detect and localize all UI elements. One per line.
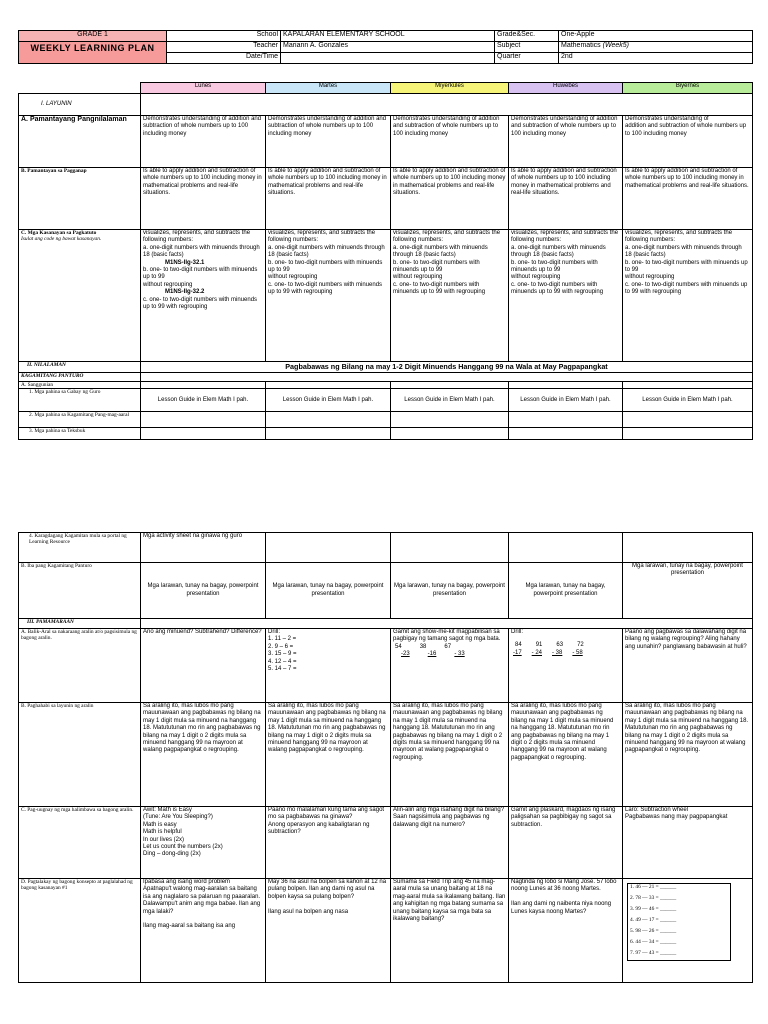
exercise-box (627, 883, 731, 961)
plan-title: WEEKLY LEARNING PLAN (19, 42, 167, 64)
sanggunian-lunes (141, 382, 266, 389)
s2-martes (266, 412, 391, 428)
drill-item: 5. 14 – 7 = (268, 666, 297, 673)
exercise-item: 5. 98 — 26 = ______ (630, 927, 677, 934)
drill-bottom-row (511, 650, 620, 657)
exercise-item: 3. 99 — 46 = ______ (630, 905, 677, 912)
layunin-heading: I. LAYUNIN (19, 94, 141, 116)
teacher-label: Teacher (167, 42, 281, 53)
minuend: 72 (577, 642, 584, 649)
subtrahend: - 24 (531, 649, 543, 656)
c-sublabel: Isulat ang code ng bawat kasanayan. (21, 236, 102, 243)
pc-biyernes: Laro: Subtraction wheel Pagbabawas nang may pagpapangkat (623, 807, 753, 879)
subject-label: Subject (495, 42, 559, 53)
s2-label: 2. Mga pahina sa Kagamitang Pang-mag-aaral (19, 412, 141, 428)
exercise-item: 2. 78 — 33 = ______ (630, 894, 677, 901)
day-martes: Martes (266, 83, 391, 94)
pb-miyerkules: Sa araling ito, mas lubos mo pang mauunawaan ang pagbabawas ng bilang na may 1 digit mula sa minuend na hanggang 18. Matututunan mo rin ang pagbabawas ng bilang na may 1 digit o 2 digits mula sa minuend hanggang 99 na mayroon at walang pagpapangkat o regrouping. (391, 703, 509, 807)
day-biyernes: Biyernes (623, 83, 753, 94)
ib-huwebes: Mga larawan, tunay na bagay, powerpoint presentation (509, 563, 623, 619)
day-huwebes: Huwebes (509, 83, 623, 94)
pa-lunes: Ano ang minuend? Subtrahend? Difference? (141, 629, 266, 703)
kagamitan-heading: KAGAMITANG PANTURO (19, 373, 141, 382)
a-label: A. Pamantayang Pangnilalaman (19, 116, 141, 168)
drill-item: 4. 12 – 4 = (268, 658, 297, 665)
pb-huwebes: Sa araling ito, mas lubos mo pang mauunawaan ang pagbabawas ng bilang na may 1 digit mula sa minuend na hanggang 18. Matututunan mo rin ang pagbabawas ng bilang na may 1 digit o 2 digits mula sa minuend hanggang 99 na mayroon at walang pagpapangkat o regrouping. (509, 703, 623, 807)
subtrahend: -17 (513, 649, 522, 656)
pc-lunes: Awit: Math is Easy (Tune: Are You Sleeping?) Math is easy Math is helpful In our lives (2x) Let us count the numbers (2x) Ding – dong-ding (2x) (141, 807, 266, 879)
exercise-item: 4. 49 — 17 = ______ (630, 916, 677, 923)
b-label: B. Pamantayan sa Pagganap (19, 168, 141, 230)
s3-label: 3. Mga pahina sa Teksbuk (19, 428, 141, 440)
s1-biyernes: Lesson Guide in Elem Math I pah. (623, 389, 753, 412)
s2-biyernes (623, 412, 753, 428)
minuend: 84 (515, 642, 522, 649)
corner-blank (19, 83, 141, 94)
pd-label: D. Pagtalakay ng bagong konsepto at paglalahad ng bagong kasanayan #1 (19, 879, 141, 983)
quarter-value: 2nd (559, 53, 753, 64)
pc-martes: Paano mo malalaman kung tama ang sagot mo sa pagbabawas na ginawa? Anong operasyon ang kabaligtaran ng subtraction? (266, 807, 391, 879)
exercise-item: 6. 44 — 34 = ______ (630, 938, 677, 945)
c-lunes-c: c. one- to two-digit numbers with minuends up to 99 with regrouping (143, 296, 258, 311)
day-lunes: Lunes (141, 83, 266, 94)
b-miyerkules: Is able to apply addition and subtraction of whole numbers up to 100 including money in mathematical problems and real-life situations. (391, 168, 509, 230)
sanggunian-biyernes (623, 382, 753, 389)
school-label: School (167, 31, 281, 42)
plan-table-bottom (18, 532, 753, 983)
subtrahend: - 33 (454, 651, 465, 658)
c-label: C. Mga Kasanayan sa Pagkatuto (21, 230, 97, 236)
pd-lunes: Ipabasa ang isang word problem Apatnapu't walong mag-aaralan sa baitang isa ang naglalaro sa palaruan ng paaaralan. Dalawampu't anim ang mga babae. Ilan ang mga lalaki? Ilang mag-aaral sa baitang isa ang (141, 879, 266, 983)
s3-biyernes (623, 428, 753, 440)
subtrahend: - 38 (552, 649, 563, 656)
show-me-kit-text: Gamit ang show-me-kit magpabilisan sa pagbigay ng tamang sagot ng mga bata. (393, 629, 501, 643)
c-label-cell (19, 230, 141, 362)
s1-martes: Lesson Guide in Elem Math I pah. (266, 389, 391, 412)
drill-item: 1. 11 – 2 = (268, 636, 297, 643)
s1-huwebes: Lesson Guide in Elem Math I pah. (509, 389, 623, 412)
drill-top-row (511, 642, 620, 649)
nilalaman-heading: II. NILALAMAN (19, 362, 141, 373)
c-lunes-b: b. one- to two-digit numbers with minuends up to 99 without regrouping (143, 267, 258, 288)
pc-label: C. Pag-uugnay ng mga halimbawa sa bagong aralin. (19, 807, 141, 879)
drill-bottom-row (393, 651, 506, 658)
sanggunian-martes (266, 382, 391, 389)
subject-name: Mathematics (561, 42, 601, 49)
s4-huwebes (509, 533, 623, 563)
pb-label: B. Paghahabi sa layunin ng aralin (19, 703, 141, 807)
c-miyerkules: visualizes, represents, and subtracts the following numbers: a. one-digit numbers with minuends through 18 (basic facts) b. one- to two-digit numbers with minuends up to 99 without regrouping c. one- to two-digit numbers with minuends up to 99 with regrouping (391, 230, 509, 362)
plan-table-top (18, 82, 753, 440)
pb-lunes: Sa araling ito, mas lubos mo pang mauunawaan ang pagbabawas ng bilang na may 1 digit mula sa minuend na hanggang 18. Matututunan mo rin ang pagbabawas ng bilang na may 1 digit o 2 digits mula sa minuend hanggang 99 na mayroon at walang pagpapangkat o regrouping. (141, 703, 266, 807)
drill-item: 2. 9 – 6 = (268, 643, 294, 650)
b-martes: Is able to apply addition and subtraction of whole numbers up to 100 including money in mathematical problems and real-life situations. (266, 168, 391, 230)
s4-biyernes (623, 533, 753, 563)
pamamaraan-blank (141, 619, 753, 629)
layunin-blank (141, 94, 753, 116)
teacher-value: Mariann A. Gonzales (281, 42, 495, 53)
pc-miyerkules: Alin-alin ang mga isahang digit na bilang? Saan nagsisimula ang pagbawas ng dalawang digit na numero? (391, 807, 509, 879)
sanggunian-huwebes (509, 382, 623, 389)
s4-martes (266, 533, 391, 563)
s2-lunes (141, 412, 266, 428)
day-miyerkules: Miyerkules (391, 83, 509, 94)
header-table (18, 30, 753, 64)
s4-lunes: Mga activity sheet na ginawa ng guro (141, 533, 266, 563)
drill-top-row (393, 644, 506, 651)
b-biyernes: Is able to apply addition and subtraction of whole numbers up to 100 including money in mathematical problems and real-life situations. (623, 168, 753, 230)
minuend: 38 (419, 643, 427, 650)
ib-biyernes: Mga larawan, tunay na bagay, powerpoint presentation (623, 563, 753, 619)
grade-label: GRADE 1 (19, 31, 167, 42)
minuend: 67 (444, 643, 452, 650)
competency-code-2: M1NS-IIg-32.2 (165, 289, 205, 296)
minuend: 91 (535, 642, 543, 649)
pd-biyernes (623, 879, 753, 983)
s3-miyerkules (391, 428, 509, 440)
pa-martes (266, 629, 391, 703)
s1-label: 1. Mga pahina sa Gabay ng Guro (19, 389, 141, 412)
subtrahend: - 58 (572, 649, 583, 656)
s1-lunes: Lesson Guide in Elem Math I pah. (141, 389, 266, 412)
ib-label: B. Iba pang Kagamitang Panturo (19, 563, 141, 619)
pa-biyernes: Paano ang pagbawas sa dalawahang digit na bilang ng walang regrouping? Aling hahany ang uunahin? panglawang babawasin at huli? (623, 629, 753, 703)
c-biyernes: visualizes, represents, and subtracts the following numbers: a. one-digit numbers with minuends through 18 (basic facts) b. one- to two-digit numbers with minuends up to 99 without regrouping c. one- to two-digit numbers with minuends up to 99 with regrouping (623, 230, 753, 362)
s3-huwebes (509, 428, 623, 440)
a-huwebes: Demonstrates understanding of addition and subtraction of whole numbers up to 100 including money (509, 116, 623, 168)
s2-huwebes (509, 412, 623, 428)
a-martes: Demonstrates understanding of addition and subtraction of whole numbers up to 100 including money (266, 116, 391, 168)
subject-value (559, 42, 753, 53)
c-lunes (141, 230, 266, 362)
pamamaraan-heading: III. PAMAMARAAN (19, 619, 141, 629)
grade-sec-label: Grade&Sec. (495, 31, 559, 42)
pd-miyerkules: Sumama sa Field Trip ang 45 na mag-aaral mula sa unang baitang at 18 na mag-aaral mula sa ikalawang baitang. Ilan ang kahigitan ng mga batang sumama sa unang baitang kaysa sa mga bata sa ikalawang baitang? (391, 879, 509, 983)
s4-miyerkules (391, 533, 509, 563)
b-huwebes: Is able to apply addition and subtraction of whole numbers up to 100 including money in mathematical problems and real-life situations. (509, 168, 623, 230)
exercise-item: 7. 97 — 43 = ______ (630, 949, 677, 956)
s4-label: 4. Karagdagang Kagamitan mula sa portal ng Learning Resource (19, 533, 141, 563)
pc-huwebes: Gamit ang plaskard, magdaos ng isang paligsahan sa pagbibigay ng sagot sa subtraction. (509, 807, 623, 879)
drill-title: Drill: (511, 629, 523, 635)
datetime-label: Date/Time (167, 53, 281, 64)
exercise-item: 1. 46 — 21 = ______ (630, 884, 677, 890)
subtrahend: -23 (401, 651, 410, 658)
ib-lunes: Mga larawan, tunay na bagay, powerpoint presentation (141, 563, 266, 619)
pa-label: A. Balik-Aral sa nakaraang aralin at/o pagsisimula ng bagong aralin. (19, 629, 141, 703)
grade-sec-value: One-Apple (559, 31, 753, 42)
pd-martes: May 36 na asul na bolpen sa kahon at 12 na pulang bolpen. Ilan ang dami ng asul na bolpen kaysa sa pulang bolpen? Ilang asul na bolpen ang nasa (266, 879, 391, 983)
pb-martes: Sa araling ito, mas lubos mo pang mauunawaan ang pagbabawas ng bilang na may 1 digit mula sa minuend na hanggang 18. Matututunan mo rin ang pagbabawas ng bilang na may 1 digit o 2 digits mula sa minuend hanggang 99 na mayroon at walang pagpapangkat o regrouping. (266, 703, 391, 807)
a-lunes: Demonstrates understanding of addition and subtraction of whole numbers up to 100 including money (141, 116, 266, 168)
b-lunes: Is able to apply addition and subtraction of whole numbers up to 100 including money in mathematical problems and real-life situations. (141, 168, 266, 230)
c-lunes-a: visualizes, represents, and subtracts the following numbers: a. one-digit numbers with minuends through 18 (basic facts) (143, 230, 260, 259)
a-miyerkules: Demonstrates understanding of addition and subtraction of whole numbers up to 100 including money (391, 116, 509, 168)
datetime-value (281, 53, 495, 64)
drill-title: Drill: (268, 629, 280, 635)
ib-miyerkules: Mga larawan, tunay na bagay, powerpoint presentation (391, 563, 509, 619)
nilalaman-text: Pagbabawas ng Bilang na may 1-2 Digit Minuends Hanggang 99 na Wala at May Pagpapangkat (141, 362, 753, 373)
sanggunian-miyerkules (391, 382, 509, 389)
pb-biyernes: Sa araling ito, mas lubos mo pang mauunawaan ang pagbabawas ng bilang na may 1 digit mula sa minuend na hanggang 18. Matututunan mo rin ang pagbabawas ng bilang na may 1 digit o 2 digits mula sa minuend hanggang 99 na mayroon at walang pagpapangkat o regrouping. (623, 703, 753, 807)
s1-miyerkules: Lesson Guide in Elem Math I pah. (391, 389, 509, 412)
minuend: 54 (395, 643, 402, 650)
competency-code-1: M1NS-IIg-32.1 (165, 259, 205, 266)
pa-miyerkules (391, 629, 509, 703)
a-biyernes: Demonstrates understanding of addition and subtraction of whole numbers up to 100 including money (623, 116, 753, 168)
subject-week: (Week5) (602, 42, 629, 49)
sanggunian-label: A. Sanggunian (19, 382, 141, 389)
kagamitan-blank (141, 373, 753, 382)
minuend: 63 (556, 642, 564, 649)
s3-lunes (141, 428, 266, 440)
quarter-label: Quarter (495, 53, 559, 64)
s2-miyerkules (391, 412, 509, 428)
s3-martes (266, 428, 391, 440)
school-value: KAPALARAN ELEMENTARY SCHOOL (281, 31, 495, 42)
pd-huwebes: Nagtinda ng lobo si Mang Jose. 57 lobo noong Lunes at 36 noong Martes. Ilan ang dami ng naibenta niya noong Lunes kaysa noong Martes? (509, 879, 623, 983)
pa-huwebes (509, 629, 623, 703)
ib-martes: Mga larawan, tunay na bagay, powerpoint presentation (266, 563, 391, 619)
c-martes: visualizes, represents, and subtracts the following numbers: a. one-digit numbers with minuends through 18 (basic facts) b. one- to two-digit numbers with minuends up to 99 without regrouping c. one- to two-digit numbers with minuends up to 99 with regrouping (266, 230, 391, 362)
c-huwebes: visualizes, represents, and subtracts the following numbers: a. one-digit numbers with minuends through 18 (basic facts) b. one- to two-digit numbers with minuends up to 99 without regrouping c. one- to two-digit numbers with minuends up to 99 with regrouping (509, 230, 623, 362)
subtrahend: -16 (427, 651, 437, 658)
drill-item: 3. 15 – 9 = (268, 651, 297, 658)
